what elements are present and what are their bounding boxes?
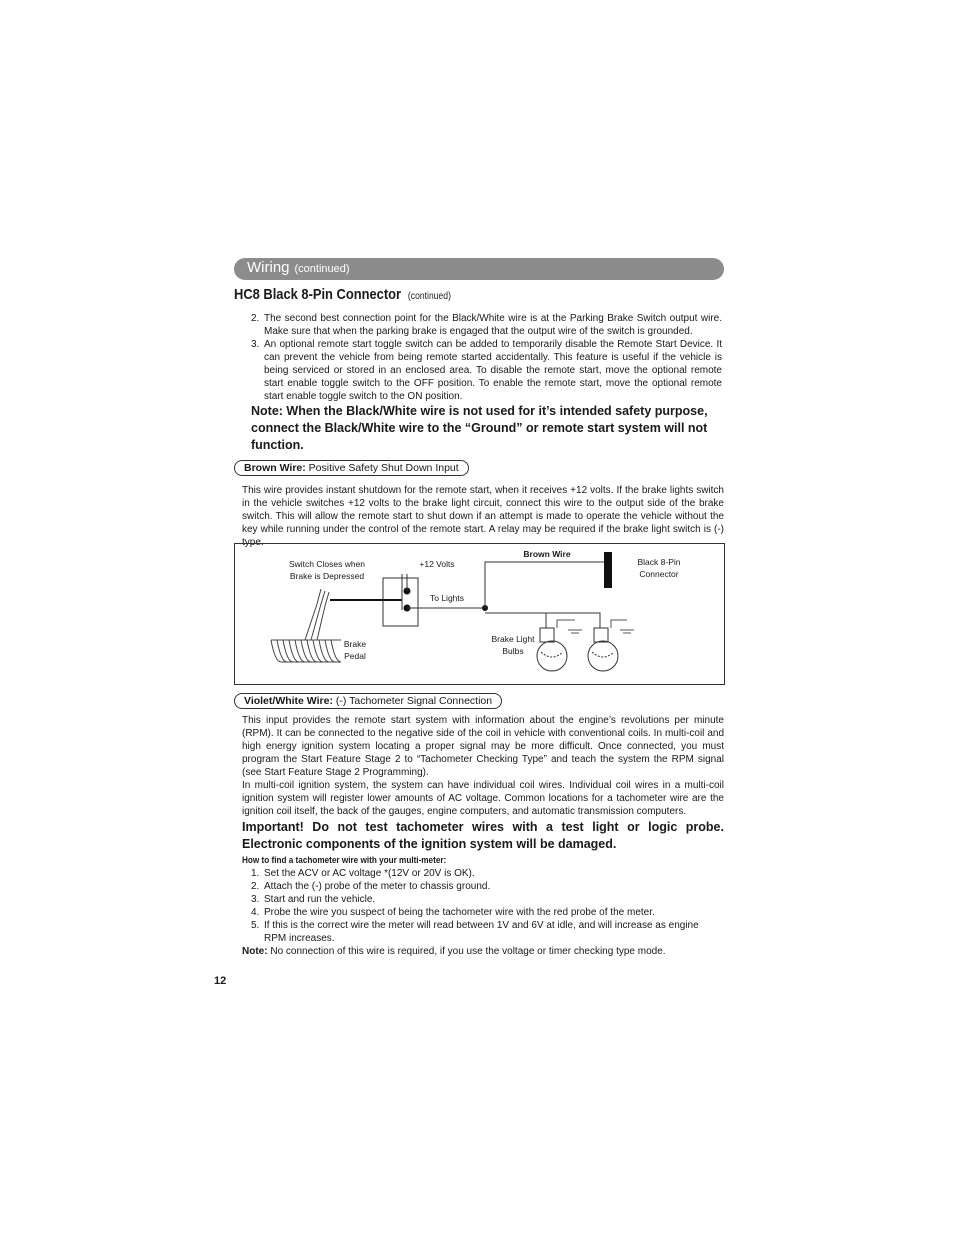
plus12-volts-label: +12 Volts <box>419 559 455 569</box>
switch-closes-label: Switch Closes when Brake is Depressed <box>288 559 366 581</box>
section-title: HC8 Black 8-Pin Connector (continued) <box>234 286 451 303</box>
header-title: Wiring (continued) <box>247 259 350 276</box>
list-item: 4. Probe the wire you suspect of being the tachometer wire with the red probe of the meter. <box>251 907 655 918</box>
section-continued: (continued) <box>407 291 451 302</box>
intro-list <box>251 312 722 403</box>
violet-wire-heading: Violet/White Wire: (-) Tachometer Signal Connection <box>234 693 502 709</box>
brake-light-bulb-icon <box>588 628 618 671</box>
important-warning: Important! Do not test tachometer wires with a test light or logic probe. Electronic components of the ignition system will be damaged. <box>242 820 724 851</box>
page-number: 12 <box>214 975 227 987</box>
to-lights-label: To Lights <box>429 593 465 603</box>
safety-note: Note: When the Black/White wire is not used for it’s intended safety purpose, connect the Black/White wire to the “Ground” or remote start system will not function. <box>251 404 708 452</box>
list-item: 2. Attach the (-) probe of the meter to chassis ground. <box>251 881 491 892</box>
list-item: 3. An optional remote start toggle switch can be added to temporarily disable the Remote Start Device. It can prevent the vehicle from being remote started accidentally. This feature is useful if the vehicle is being serviced or stored in an enclosed area. To disable the remote start, move the optional remote start enable toggle switch to the OFF position. To enable the remote start, move the optional remote start enable toggle switch to the ON position. <box>251 339 722 402</box>
connector-label: Black 8-Pin Connector <box>637 557 681 579</box>
violet-paragraph-2: In multi-coil ignition system, the system can have individual coil wires. Individual coil wires in a multi-coil ignition system will register lower amounts of AC voltage. Common locations for a tachometer wire are the ignition coil itself, the back of the gauges, engine computers, and automatic transmission computers. <box>242 780 724 817</box>
brown-wire-label: Brown Wire <box>523 549 571 559</box>
section-header-bar <box>234 258 724 280</box>
brake-pedal-label: Brake Pedal <box>343 639 367 661</box>
list-item: 1. Set the ACV or AC voltage *(12V or 20V is OK). <box>251 868 475 879</box>
list-item: 3. Start and run the vehicle. <box>251 894 376 905</box>
black-8-pin-connector-icon <box>604 552 612 588</box>
violet-paragraph-1: This input provides the remote start system with information about the engine’s revolutions per minute (RPM). It can be connected to the negative side of the coil in vehicle with conventional coils. In multi-coil and high energy ignition system locating a proper signal may be more difficult. Once connected, you must program the Start Feature Stage 2 to “Tachometer Checking Type” and teach the system the RPM signal (see Start Feature Stage 2 Programming). <box>242 715 724 778</box>
list-item: 2. The second best connection point for the Black/White wire is at the Parking Brake Switch output wire. Make sure that when the parking brake is engaged that the output wire of the switch is grounded. <box>251 313 722 337</box>
violet-wire-body <box>242 714 724 818</box>
howto-title: How to find a tachometer wire with your multi-meter: <box>242 855 447 866</box>
brake-switch-box <box>383 578 418 626</box>
brake-light-bulbs-label: Brake Light Bulbs <box>491 634 535 656</box>
brake-light-bulb-icon <box>537 628 567 671</box>
howto-note: Note: No connection of this wire is required, if you use the voltage or timer checking type mode. <box>242 946 666 957</box>
brown-wire-body: This wire provides instant shutdown for the remote start, when it receives +12 volts. If the brake lights switch in the vehicle switches +12 volts to the brake light circuit, connect this wire to the output side of the brake switch. This will allow the remote start to shut down if an attempt is made to operate the vehicle without the key while running under the control of the remote start. A relay may be required if the brake light switch is (-) type. <box>242 485 724 548</box>
header-continued: (continued) <box>294 263 350 275</box>
brown-wire-heading: Brown Wire: Positive Safety Shut Down Input <box>234 460 469 476</box>
list-item: 5. If this is the correct wire the meter will read between 1V and 6V at idle, and will increase as engine RPM increases. <box>251 920 699 944</box>
brake-wiring-diagram <box>234 543 725 685</box>
howto-steps <box>251 867 711 945</box>
